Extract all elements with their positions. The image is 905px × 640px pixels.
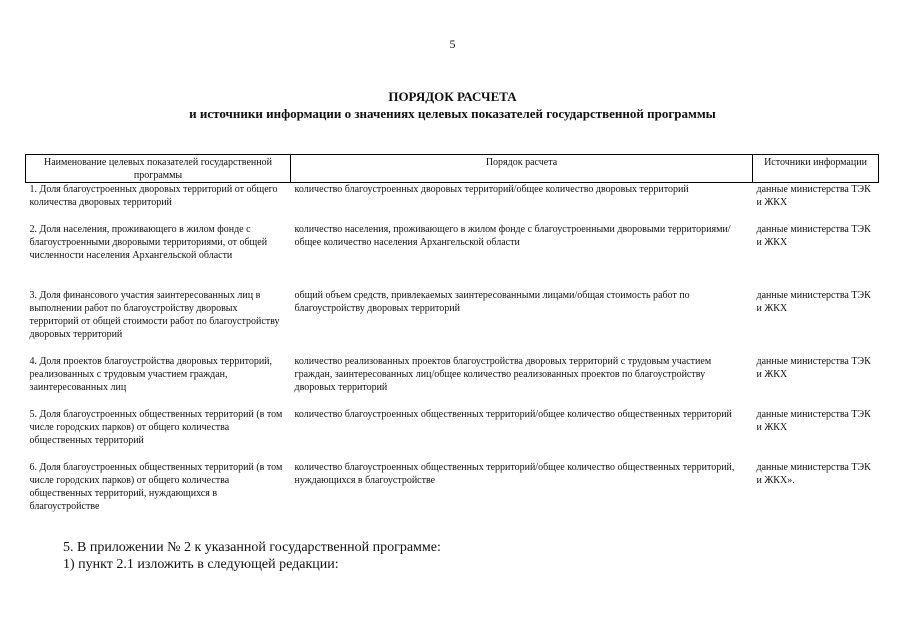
information-source-cell: данные министерства ТЭК и ЖКХ». — [756, 462, 871, 486]
header-information-source: Источники информации — [753, 155, 879, 183]
calculation-method-cell: количество благоустроенных дворовых территорий/общее количество дворовых территорий — [294, 184, 689, 195]
information-source-cell: данные министерства ТЭК и ЖКХ — [756, 224, 871, 248]
table-row — [26, 408, 879, 461]
paragraph-appendix-2: 5. В приложении № 2 к указанной государственной программе: — [63, 540, 441, 555]
document-title: ПОРЯДОК РАСЧЕТА — [388, 89, 517, 104]
table-row — [26, 289, 879, 355]
header-indicator-name: Наименование целевых показателей государственной программы — [26, 155, 291, 183]
indicator-name-cell: 6. Доля благоустроенных общественных территорий (в том числе городских парков) от общего количества общественных территорий, нуждающихся в благоустройстве — [29, 462, 283, 512]
information-source-cell: данные министерства ТЭК и ЖКХ — [756, 409, 871, 433]
information-source-cell: данные министерства ТЭК и ЖКХ — [756, 290, 871, 314]
table-row — [26, 355, 879, 408]
calculation-method-cell: количество благоустроенных общественных территорий/общее количество общественных территорий, нуждающихся в благоустройстве — [294, 462, 735, 486]
indicator-name-cell: 4. Доля проектов благоустройства дворовых территорий, реализованных с трудовым участием граждан, заинтересованных лиц — [29, 356, 273, 393]
table-row — [26, 223, 879, 289]
information-source-cell: данные министерства ТЭК и ЖКХ — [756, 356, 871, 380]
table-header-row — [26, 155, 879, 183]
calculation-method-cell: количество реализованных проектов благоустройства дворовых территорий с трудовым участием граждан, заинтересованных лиц/общее количество реализованных проектов по благоустройству дворовых территорий — [294, 356, 712, 393]
calculation-method-cell: количество населения, проживающего в жилом фонде с благоустроенными дворовыми территориями/общее количество населения Архангельской области — [294, 224, 731, 248]
paragraph-item-2-1: 1) пункт 2.1 изложить в следующей редакции: — [63, 557, 339, 572]
table-row — [26, 183, 879, 224]
table-row — [26, 461, 879, 515]
indicators-table — [25, 154, 879, 515]
calculation-method-cell: общий объем средств, привлекаемых заинтересованными лицами/общая стоимость работ по благоустройству дворовых территорий — [294, 290, 690, 314]
calculation-method-cell: количество благоустроенных общественных территорий/общее количество общественных территорий — [294, 409, 732, 420]
indicator-name-cell: 5. Доля благоустроенных общественных территорий (в том числе городских парков) от общего количества общественных территорий — [29, 409, 283, 446]
information-source-cell: данные министерства ТЭК и ЖКХ — [756, 184, 871, 208]
indicator-name-cell: 3. Доля финансового участия заинтересованных лиц в выполнении работ по благоустройству дворовых территорий от общей стоимости работ по благоустройству дворовых территорий — [29, 290, 280, 340]
page-number: 5 — [449, 37, 456, 51]
document-subtitle: и источники информации о значениях целевых показателей государственной программы — [189, 106, 716, 121]
header-calculation-method: Порядок расчета — [291, 155, 753, 183]
indicator-name-cell: 2. Доля населения, проживающего в жилом фонде с благоустроенными дворовыми территориями, от общей численности населения Архангельской области — [29, 224, 268, 261]
indicator-name-cell: 1. Доля благоустроенных дворовых территорий от общего количества дворовых территорий — [29, 184, 278, 208]
